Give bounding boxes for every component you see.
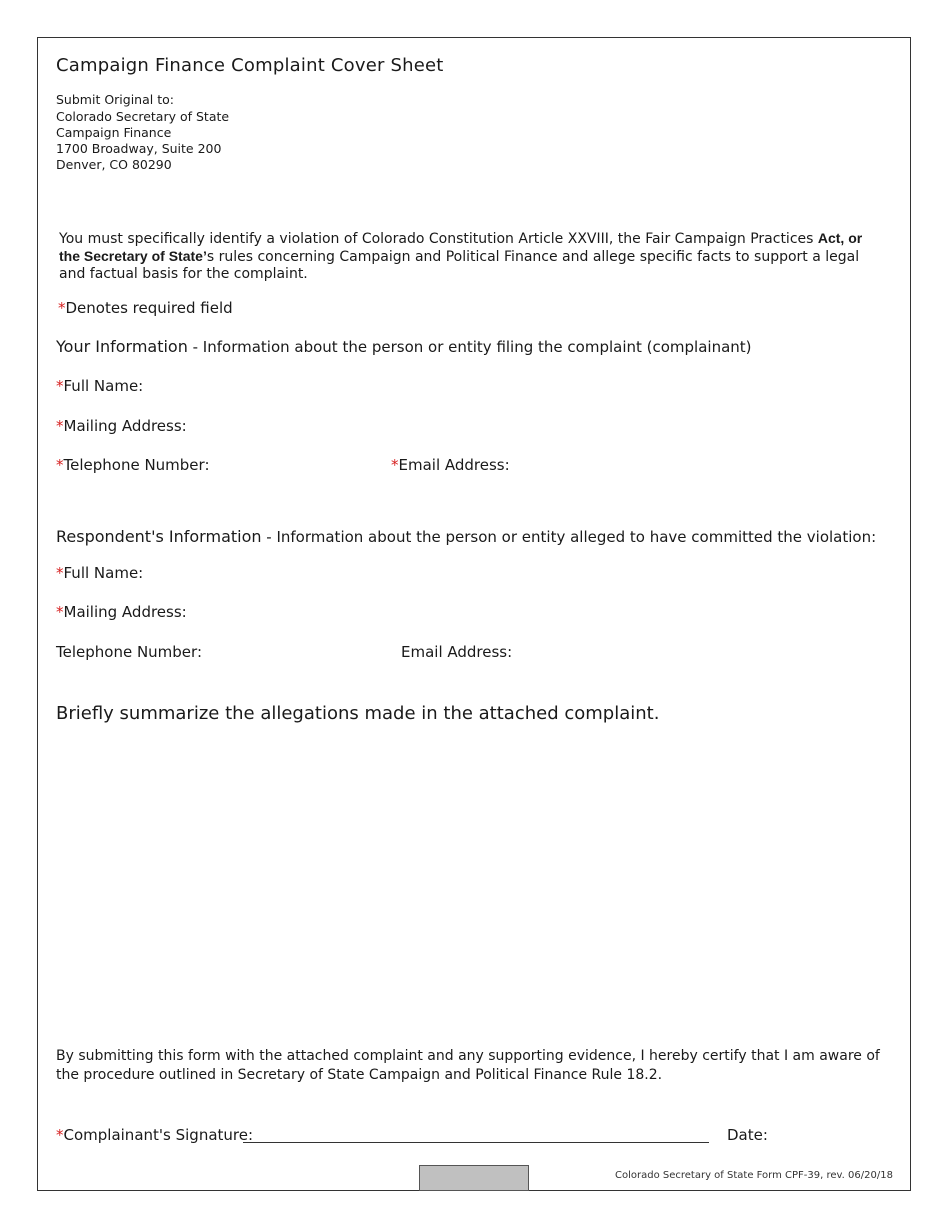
submit-heading: Submit Original to: xyxy=(56,92,174,107)
certification-statement: By submitting this form with the attached complaint and any supporting evidence, I hereby certify that I am aware of the procedure outlined in Secretary of State Campaign and Political Finance Rule 18.2. xyxy=(56,1048,880,1083)
address-line: Campaign Finance xyxy=(56,125,172,140)
your-info-subtitle: - Information about the person or entity filing the complaint (complainant) xyxy=(187,338,752,356)
respondent-info-heading xyxy=(56,527,876,546)
address-line: 1700 Broadway, Suite 200 xyxy=(56,141,222,156)
complainant-email-field[interactable] xyxy=(391,456,510,474)
print-button[interactable] xyxy=(419,1165,529,1191)
required-asterisk: * xyxy=(56,377,64,395)
required-asterisk: * xyxy=(56,603,64,621)
required-note xyxy=(58,299,233,317)
field-label: Telephone Number: xyxy=(63,456,210,474)
summary-prompt: Briefly summarize the allegations made in the attached complaint. xyxy=(56,703,660,724)
field-label: Complainant's Signature: xyxy=(63,1126,254,1144)
required-asterisk: * xyxy=(56,456,64,474)
intro-paragraph xyxy=(59,230,879,283)
required-asterisk: * xyxy=(58,299,66,317)
intro-text-start: You must specifically identify a violation of Colorado Constitution Article XXVIII, the Fair Campaign Practices xyxy=(59,231,818,247)
required-asterisk: * xyxy=(56,417,64,435)
intro-text-end: s rules concerning Campaign and Political Finance and allege specific facts to support a legal and factual basis for the complaint. xyxy=(59,249,860,282)
complainant-mailing-address-field[interactable] xyxy=(56,417,187,435)
field-label: Mailing Address: xyxy=(63,603,187,621)
signature-label xyxy=(56,1126,253,1144)
form-id: Colorado Secretary of State Form CPF-39, rev. 06/20/18 xyxy=(615,1170,893,1181)
form-title: Campaign Finance Complaint Cover Sheet xyxy=(56,55,444,76)
signature-field[interactable] xyxy=(243,1142,709,1143)
complainant-full-name-field[interactable] xyxy=(56,377,143,395)
intro-bold-text: Act, or the Secretary of State’ xyxy=(59,230,863,264)
field-label: Full Name: xyxy=(63,564,144,582)
respondent-full-name-field[interactable] xyxy=(56,564,143,582)
date-field[interactable]: Date: xyxy=(727,1126,768,1144)
field-label: Mailing Address: xyxy=(63,417,187,435)
required-asterisk: * xyxy=(56,1126,64,1144)
field-label: Full Name: xyxy=(63,377,144,395)
required-note-text: Denotes required field xyxy=(65,299,233,317)
respondent-info-subtitle: - Information about the person or entity alleged to have committed the violation: xyxy=(261,528,877,546)
required-asterisk: * xyxy=(56,564,64,582)
address-line: Colorado Secretary of State xyxy=(56,109,230,124)
respondent-mailing-address-field[interactable] xyxy=(56,603,187,621)
your-info-title: Your Information xyxy=(56,337,188,356)
respondent-telephone-field[interactable]: Telephone Number: xyxy=(56,643,202,661)
required-asterisk: * xyxy=(391,456,399,474)
your-info-heading xyxy=(56,337,752,356)
summary-text-area[interactable] xyxy=(56,735,896,1025)
respondent-email-field[interactable]: Email Address: xyxy=(401,643,513,661)
field-label: Email Address: xyxy=(398,456,510,474)
respondent-info-title: Respondent's Information xyxy=(56,527,262,546)
complainant-telephone-field[interactable] xyxy=(56,456,210,474)
address-line: Denver, CO 80290 xyxy=(56,157,172,172)
